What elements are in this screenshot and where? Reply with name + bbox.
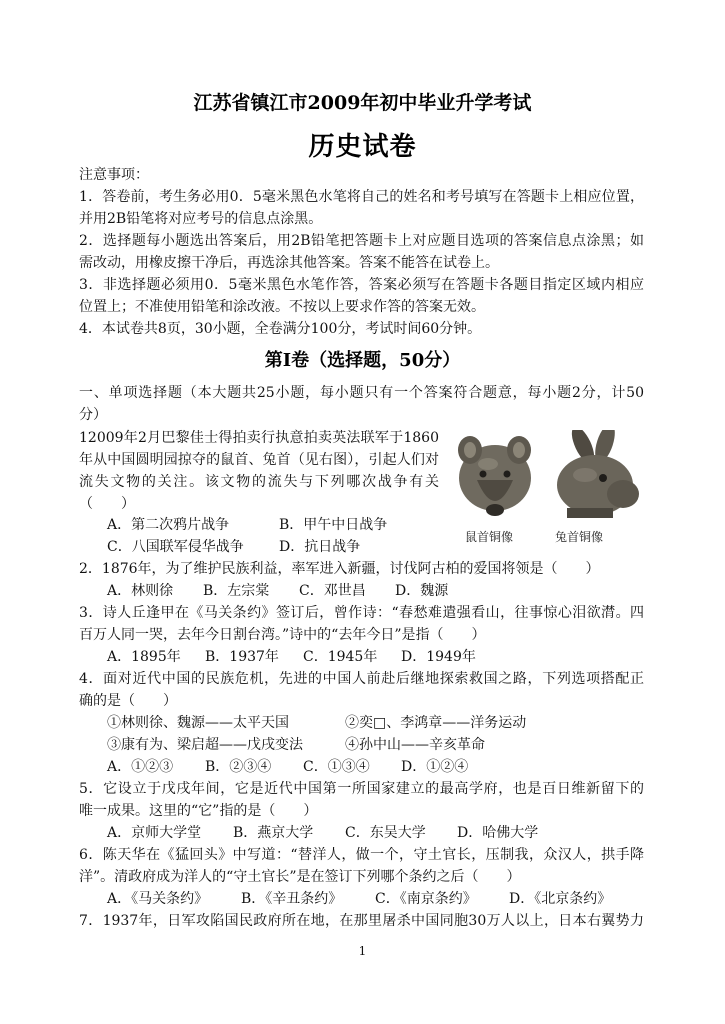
question-6-text: 洋”。清政府成为洋人的“守土官长”是在签订下列哪个条约之后（ ） (79, 869, 521, 885)
option-a: A．1895年 (107, 649, 181, 665)
question-4-items (107, 735, 485, 756)
item-1: ①林则徐、魏源——太平天国 (107, 715, 289, 731)
option-c: C．①③④ (303, 759, 370, 775)
question-3-options (107, 647, 476, 668)
option-b: B．左宗棠 (203, 583, 270, 599)
option-b: B．②③④ (205, 759, 272, 775)
rat-head-image (458, 436, 531, 516)
question-2-text: 2．1876年，为了维护民族利益，率军进入新疆，讨伐阿古柏的爱国将领是（ ） (79, 561, 600, 577)
part1-heading: 第Ⅰ卷（选择题，50分） (264, 350, 461, 371)
question-3-text: 3．诗人丘逢甲在《马关条约》签订后，曾作诗：“春愁难遣强看山，往事惊心泪欲潸。四 (79, 605, 644, 621)
question-4-options (107, 757, 468, 778)
question-2-options (107, 581, 448, 602)
question-4-text: 确的是（ ） (79, 693, 177, 709)
rabbit-head-caption: 兔首铜像 (555, 530, 604, 544)
option-c: C．邓世昌 (299, 583, 366, 599)
question-6-text: 6．陈天华在《猛回头》中写道：“替洋人，做一个，守土官长，压制我，众汉人，拱手降 (79, 847, 644, 863)
question-1-options (107, 515, 387, 536)
option-a: A．《马关条约》 (107, 891, 209, 907)
bronze-heads-image (455, 430, 645, 525)
option-a: A．第二次鸦片战争 (107, 517, 230, 533)
option-c: C．八国联军侵华战争 (107, 539, 244, 555)
question-1-blank: （ ） (79, 496, 135, 512)
notice-heading: 注意事项： (79, 167, 149, 183)
question-4-items (107, 713, 526, 734)
question-5-text: 5．它设立于戊戌年间，它是近代中国第一所国家建立的最高学府，也是百日维新留下的 (79, 781, 644, 797)
option-a: A．林则徐 (107, 583, 174, 599)
question-1-text: 12009年2月巴黎佳士得拍卖行执意拍卖英法联军于1860 (79, 430, 439, 446)
notice-line: 并用2B铅笔将对应考号的信息点涂黑。 (79, 211, 323, 227)
option-d: D．1949年 (401, 649, 476, 665)
question-5-text: 唯一成果。这里的“它”指的是（ ） (79, 803, 318, 819)
section-intro: 一、单项选择题（本大题共25小题，每小题只有一个答案符合题意，每小题2分，计50 (79, 385, 644, 401)
option-a: A．京师大学堂 (107, 825, 202, 841)
section-intro: 分） (79, 407, 107, 423)
question-7-text: 7．1937年，日军攻陷国民政府所在地，在那里屠杀中国同胞30万人以上，日本右翼势力 (79, 913, 644, 929)
exam-title: 江苏省镇江市2009年初中毕业升学考试 (193, 92, 532, 114)
question-4-text: 4．面对近代中国的民族危机，先进的中国人前赴后继地探索救国之路，下列选项搭配正 (79, 671, 644, 687)
rabbit-head-image (557, 430, 639, 518)
option-c: C．《南京条约》 (375, 891, 477, 907)
item-4: ④孙中山——辛亥革命 (345, 737, 485, 753)
notice-line: 1．答卷前，考生务必用0．5毫米黑色水笔将自己的姓名和考号填写在答题卡上相应位置， (79, 189, 644, 205)
question-6-options (107, 889, 611, 910)
option-d: D．哈佛大学 (457, 825, 539, 841)
option-b: B．1937年 (205, 649, 279, 665)
option-d: D．魏源 (395, 583, 449, 599)
option-c: C．东吴大学 (345, 825, 426, 841)
notice-line: 2．选择题每小题选出答案后，用2B铅笔把答题卡上对应题目选项的答案信息点涂黑；如 (79, 233, 644, 249)
option-d: D．抗日战争 (279, 539, 361, 555)
option-c: C．1945年 (303, 649, 378, 665)
item-2: ②奕□、李鸿章——洋务运动 (345, 715, 527, 731)
option-b: B．燕京大学 (233, 825, 314, 841)
option-b: B．《辛丑条约》 (241, 891, 343, 907)
exam-subtitle: 历史试卷 (308, 132, 417, 162)
option-d: D．《北京条约》 (509, 891, 612, 907)
item-3: ③康有为、梁启超——戊戌变法 (107, 737, 303, 753)
notice-line: 需改动，用橡皮擦干净后，再选涂其他答案。答案不能答在试卷上。 (79, 255, 499, 271)
option-a: A．①②③ (107, 759, 174, 775)
question-1-text: 年从中国圆明园掠夺的鼠首、兔首（见右图），引起人们对 (79, 452, 439, 468)
notice-line: 位置上；不准使用铅笔和涂改液。不按以上要求作答的答案无效。 (79, 299, 485, 315)
option-d: D．①②④ (401, 759, 469, 775)
question-3-text: 百万人同一哭，去年今日割台湾。”诗中的“去年今日”是指（ ） (79, 627, 486, 643)
notice-line: 4．本试卷共8页，30小题，全卷满分100分，考试时间60分钟。 (79, 321, 482, 337)
bronze-heads-figure (455, 430, 645, 546)
question-5-options (107, 823, 538, 844)
page-number: 1 (358, 944, 367, 958)
notice-line: 3．非选择题必须用0．5毫米黑色水笔作答，答案必须写在答题卡各题目指定区域内相应 (79, 277, 644, 293)
rat-head-caption: 鼠首铜像 (465, 530, 514, 544)
question-1-options (107, 537, 360, 558)
option-b: B．甲午中日战争 (279, 517, 388, 533)
question-1-text: 流失文物的关注。该文物的流失与下列哪次战争有关 (79, 474, 439, 490)
